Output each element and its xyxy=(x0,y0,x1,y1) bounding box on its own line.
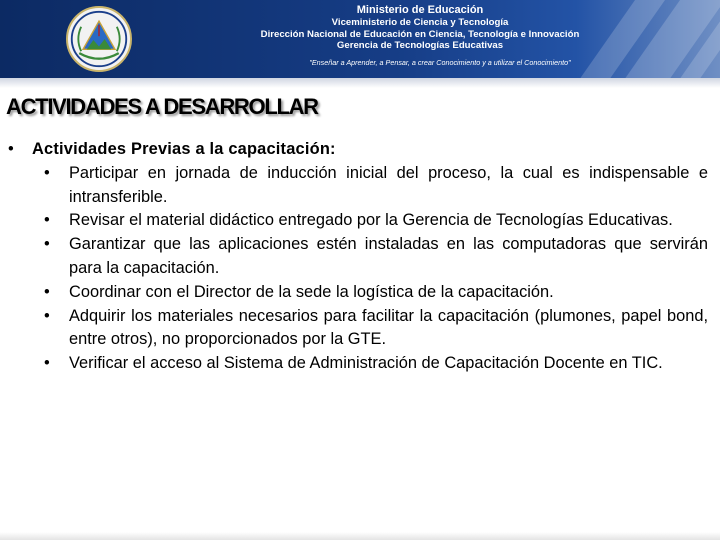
slide-content xyxy=(8,138,708,376)
list-item-text: Revisar el material didáctico entregado por la Gerencia de Tecnologías Educativas. xyxy=(69,211,673,230)
list-item-text: Verificar el acceso al Sistema de Administración de Capacitación Docente en TIC. xyxy=(69,354,663,373)
list-item xyxy=(8,352,708,376)
list-item xyxy=(8,209,708,233)
list-item-text: Coordinar con el Director de la sede la logística de la capacitación. xyxy=(69,282,554,301)
slide-title: ACTIVIDADES A DESARROLLAR xyxy=(6,94,318,119)
tagline: "Enseñar a Aprender, a Pensar, a crear Conocimiento y a utilizar el Conocimiento" xyxy=(309,58,571,67)
bullet: • xyxy=(44,163,50,182)
national-direction: Dirección Nacional de Educación en Ciencia, Tecnología e Innovación xyxy=(260,28,580,40)
management-unit: Gerencia de Tecnologías Educativas xyxy=(336,40,504,51)
vice-ministry: Viceministerio de Ciencia y Tecnología xyxy=(331,17,509,28)
list-item-text: Participar en jornada de inducción inicial del proceso, la cual es indispensable e intransferible. xyxy=(69,163,708,206)
bullet: • xyxy=(44,211,50,230)
list-item xyxy=(8,305,708,353)
bullet: • xyxy=(44,306,50,325)
ministry-name: Ministerio de Educación xyxy=(356,4,484,16)
list-item-text: Adquirir los materiales necesarios para facilitar la capacitación (plumones, papel bond, entre otros), no proporcionados por la GTE. xyxy=(69,306,708,349)
bullet: • xyxy=(44,354,50,373)
bullet: • xyxy=(44,282,50,301)
bullet: • xyxy=(44,235,50,254)
ministry-block xyxy=(230,4,610,52)
list-item xyxy=(8,281,708,305)
list-item-text: Garantizar que las aplicaciones estén instaladas en las computadoras que servirán para la capacitación. xyxy=(69,235,708,277)
bullet: • xyxy=(8,140,14,158)
list-item xyxy=(8,162,708,210)
activities-heading xyxy=(8,138,708,162)
national-coat-of-arms-icon xyxy=(66,6,132,72)
activities-list xyxy=(8,162,708,376)
header-banner xyxy=(0,0,720,78)
activities-heading-text: Actividades Previas a la capacitación: xyxy=(32,140,336,158)
list-item xyxy=(8,233,708,281)
header-shadow xyxy=(0,78,720,88)
bottom-shade xyxy=(0,532,720,540)
